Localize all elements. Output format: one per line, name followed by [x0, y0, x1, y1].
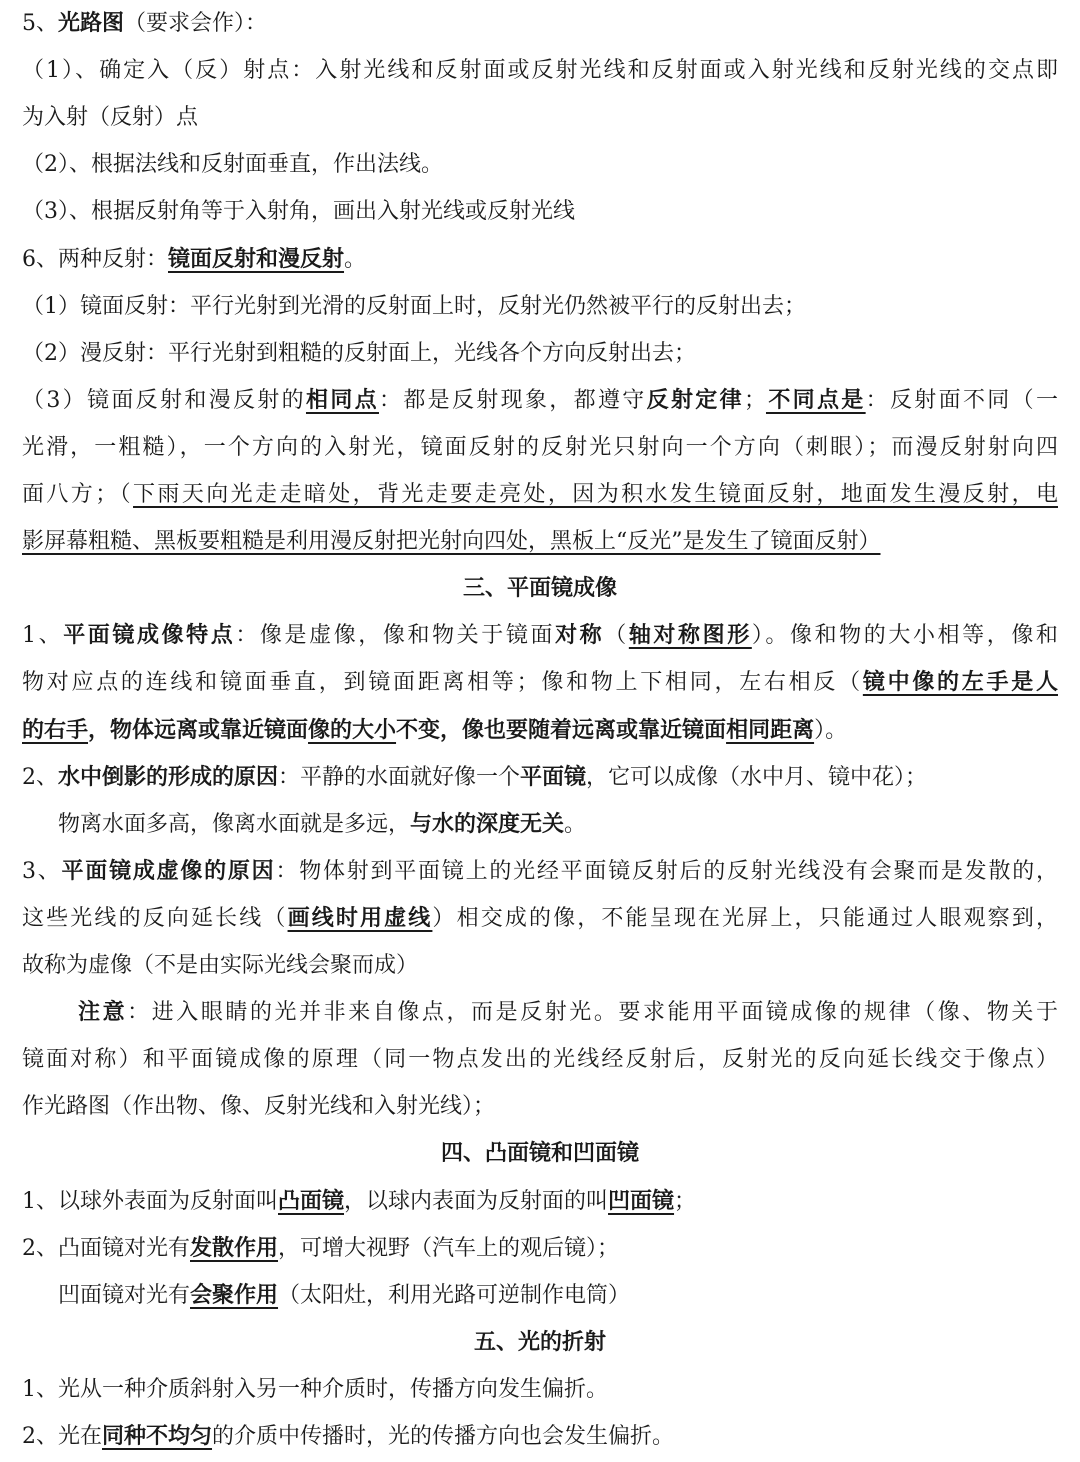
text-segment: （2）、根据法线和反射面垂直，作出法线。 — [22, 152, 443, 178]
text-line — [22, 1413, 1058, 1460]
emphasis-bold: 水中倒影的形成的原因 — [58, 763, 279, 790]
emphasis-bold: 平面镜成虚像的原因 — [61, 857, 276, 884]
emphasis-bold: 三、平面镜成像 — [462, 575, 617, 602]
text-line — [22, 0, 1058, 47]
emphasis-bold: 不变，像也要随着远离或靠近镜面 — [396, 716, 727, 743]
text-line — [22, 330, 1058, 377]
text-segment: 。 — [564, 811, 587, 837]
section-heading — [0, 565, 1080, 612]
emphasis-underlined: 凸面镜 — [278, 1187, 345, 1214]
emphasis-underlined: 发散作用 — [190, 1234, 279, 1261]
text-segment: 作光路图（作出物、像、反射光线和入射光线）； — [22, 1094, 496, 1120]
text-segment: 1、以球外表面为反射面叫 — [22, 1188, 278, 1214]
emphasis-underlined: 镜中像的左手是人 — [862, 669, 1058, 696]
emphasis-underlined: 画线时用虚线 — [287, 904, 433, 931]
emphasis-bold: 与水的深度无关 — [410, 810, 565, 837]
text-segment: 的介质中传播时，光的传播方向也会发生偏折。 — [212, 1424, 675, 1449]
emphasis-bold: 对称 — [555, 622, 605, 649]
text-segment: 光滑，一粗糙），一个方向的入射光，镜面反射的反射光只射向一个方向（刺眼）；而漫反射射向四 — [22, 434, 1058, 460]
text-line — [22, 141, 1058, 188]
text-line — [22, 188, 1058, 235]
text-segment: 2、凸面镜对光有 — [22, 1235, 190, 1261]
text-line — [22, 612, 1058, 659]
text-segment: 3、 — [22, 858, 62, 884]
text-line — [22, 989, 1058, 1036]
text-line — [22, 707, 1058, 754]
text-segment: 。 — [344, 246, 367, 272]
text-line — [22, 471, 1058, 518]
text-segment: ，可增大视野（汽车上的观后镜）； — [278, 1235, 620, 1261]
text-segment: 2、光在 — [22, 1424, 102, 1449]
emphasis-bold: 反射定律 — [646, 386, 744, 413]
text-segment: ：都是反射现象，都遵守 — [378, 387, 647, 413]
emphasis-underlined: 相同距离 — [726, 716, 815, 743]
text-segment: ：像是虚像，像和物关于镜面 — [235, 623, 556, 649]
emphasis-underlined: 的右手 — [22, 716, 89, 743]
text-segment: ，以球内表面为反射面的叫 — [344, 1188, 609, 1214]
text-segment: ：平静的水面就好像一个 — [278, 764, 521, 790]
emphasis-underlined: 相同点 — [305, 386, 379, 413]
emphasis-bold: 光路图 — [58, 10, 125, 36]
text-segment: 6、两种反射： — [22, 246, 168, 272]
text-segment: ：物体射到平面镜上的光经平面镜反射后的反射光线没有会聚而是发散的， — [275, 858, 1058, 884]
text-segment: ）。像和物的大小相等，像和 — [751, 623, 1058, 649]
text-line — [22, 1366, 1058, 1413]
text-segment: 凹面镜对光有 — [58, 1282, 191, 1308]
emphasis-underlined: 凹面镜 — [608, 1187, 675, 1214]
emphasis-bold: 四、凸面镜和凹面镜 — [440, 1140, 639, 1167]
text-line — [22, 518, 1058, 565]
emphasis-underlined: 会聚作用 — [190, 1281, 279, 1308]
text-line — [22, 377, 1058, 424]
text-segment: 镜面对称）和平面镜成像的原理（同一物点发出的光线经反射后，反射光的反向延长线交于像点） — [22, 1047, 1058, 1073]
text-line — [22, 895, 1058, 942]
text-segment: ：反射面不同（一 — [865, 387, 1058, 413]
text-segment: ）。 — [814, 717, 848, 743]
section-heading — [0, 1130, 1080, 1177]
text-line — [22, 47, 1058, 94]
text-segment: （ — [604, 623, 629, 649]
emphasis-underlined: 不同点是 — [765, 386, 866, 413]
text-segment: （3）、根据反射角等于入射角，画出入射光线或反射光线 — [22, 199, 575, 225]
emphasis-underlined: 影屏幕粗糙、黑板要粗糙是利用漫反射把光射向四处，黑板上“反光”是发生了镜面反射） — [22, 529, 881, 555]
text-segment: 这些光线的反向延长线（ — [22, 905, 288, 931]
text-segment: 物离水面多高，像离水面就是多远， — [58, 811, 411, 837]
text-line — [22, 94, 1058, 141]
text-segment: 物对应点的连线和镜面垂直，到镜面距离相等；像和物上下相同，左右相反（ — [22, 670, 863, 696]
text-line — [22, 1272, 1058, 1319]
text-line — [22, 754, 1058, 801]
text-segment: （要求会作）： — [124, 11, 268, 36]
text-line — [22, 236, 1058, 283]
text-line — [22, 283, 1058, 330]
text-line — [22, 659, 1058, 706]
text-segment: ； — [743, 387, 766, 413]
text-segment: ； — [674, 1188, 697, 1214]
emphasis-underlined: 下雨天向光走走暗处，背光走要走亮处，因为积水发生镜面反射，地面发生漫反射，电 — [133, 482, 1058, 507]
text-segment: 1、光从一种介质斜射入另一种介质时，传播方向发生偏折。 — [22, 1376, 608, 1402]
text-segment: （2）漫反射：平行光射到粗糙的反射面上，光线各个方向反射出去； — [22, 340, 696, 366]
emphasis-underlined: 轴对称图形 — [628, 622, 752, 649]
text-line — [22, 942, 1058, 989]
text-segment: ：进入眼睛的光并非来自像点，而是反射光。要求能用平面镜成像的规律（像、物关于 — [127, 1000, 1058, 1026]
emphasis-bold: 平面镜 — [520, 763, 587, 790]
text-segment: 故称为虚像（不是由实际光线会聚而成） — [22, 953, 419, 978]
text-segment: ）相交成的像，不能呈现在光屏上，只能通过人眼观察到， — [432, 905, 1058, 931]
text-segment: （3）镜面反射和漫反射的 — [22, 387, 306, 413]
text-segment: 1、 — [22, 623, 64, 649]
text-segment: （太阳灶，利用光路可逆制作电筒） — [278, 1282, 631, 1308]
text-line — [22, 424, 1058, 471]
text-segment: ，它可以成像（水中月、镜中花）； — [586, 764, 928, 790]
text-segment: 5、 — [22, 11, 58, 36]
text-line — [22, 1225, 1058, 1272]
text-segment: 为入射（反射）点 — [22, 105, 199, 131]
emphasis-underlined: 同种不均匀 — [102, 1423, 213, 1449]
text-segment: （1）、确定入（反）射点：入射光线和反射面或反射光线和反射面或入射光线和反射光线的交点即 — [22, 58, 1058, 84]
text-line — [22, 1083, 1058, 1130]
text-line — [22, 1178, 1058, 1225]
text-segment: （1）镜面反射：平行光射到光滑的反射面上时，反射光仍然被平行的反射出去； — [22, 293, 806, 319]
text-line — [22, 801, 1058, 848]
emphasis-underlined: 镜面反射和漫反射 — [168, 245, 345, 272]
emphasis-bold: 五、光的折射 — [473, 1328, 606, 1355]
emphasis-bold: 平面镜成像特点 — [63, 622, 236, 649]
text-segment: 面八方；（ — [22, 482, 134, 507]
emphasis-bold: 注意 — [78, 999, 128, 1026]
text-line — [22, 848, 1058, 895]
emphasis-bold: ，物体远离或靠近镜面 — [88, 716, 309, 743]
text-line — [22, 1036, 1058, 1083]
emphasis-underlined: 像的大小 — [308, 716, 397, 743]
text-segment: 2、 — [22, 764, 58, 790]
section-heading — [0, 1319, 1080, 1366]
